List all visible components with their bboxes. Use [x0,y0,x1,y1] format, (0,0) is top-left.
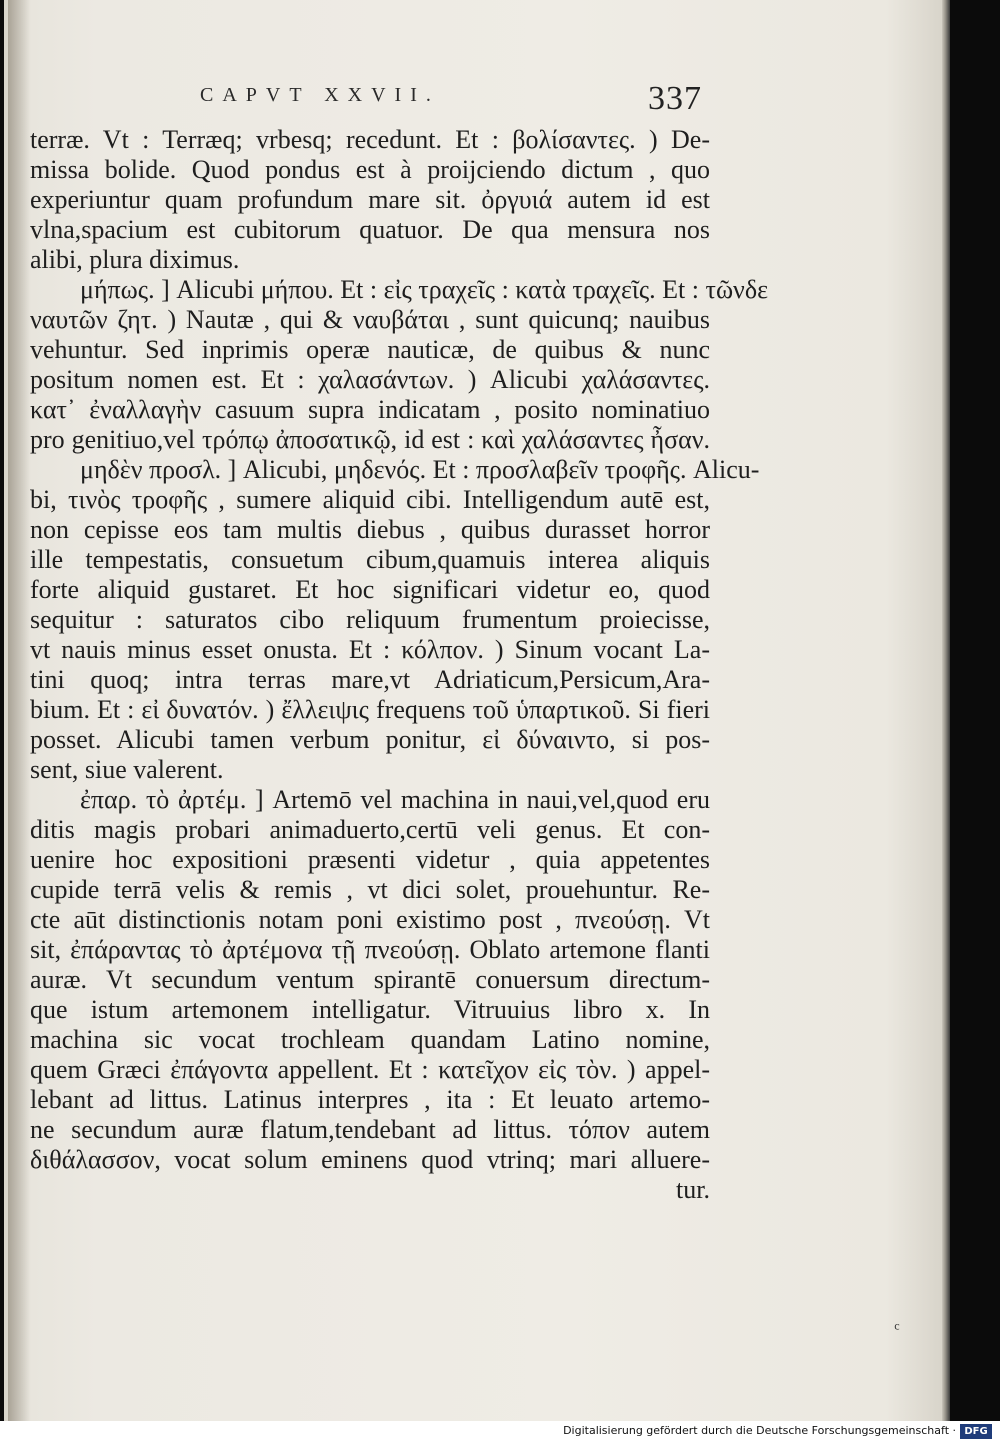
digitization-footer [0,1421,1000,1443]
text-line: uenire hoc expositioni præsenti videtur , quia appetentes [30,845,710,874]
running-head: CAPVT XXVII. [200,84,440,106]
text-line: quem Græci ἐπάγοντα appellent. Et : κατεῖχον εἰς τὸν. ) appel- [30,1055,710,1084]
binding-shadow [8,0,30,1421]
text-line: experiuntur quam profundum mare sit. ὀργυιά autem id est [30,185,710,214]
text-line: ναυτῶν ζητ. ) Nautæ , qui & ναυβάται , sunt quicunq; nauibus [30,305,710,334]
text-line: bi, τινὸς τροφῆς , sumere aliquid cibi. Intelligendum autē est, [30,485,710,514]
text-line: non cepisse eos tam multis diebus , quibus durasset horror [30,515,710,544]
text-line: ille tempestatis, consuetum cibum,quamuis interea aliquis [30,545,710,574]
text-line: que istum artemonem intelligatur. Vitruuius libro x. In [30,995,710,1024]
text-line: cupide terrā velis & remis , vt dici solet, prouehuntur. Re- [30,875,710,904]
text-line: posset. Alicubi tamen verbum ponitur, εἰ δύναιντο, si pos- [30,725,710,754]
text-line: cte aūt distinctionis notam poni existimo post , πνεούσῃ. Vt [30,905,710,934]
text-line: vt nauis minus esset onusta. Et : κόλπον. ) Sinum vocant La- [30,635,710,664]
text-line: μήπως. ] Alicubi μήπου. Et : εἰς τραχεῖς : κατὰ τραχεῖς. Et : τῶνδε [80,275,768,304]
text-line: positum nomen est. Et : χαλασάντων. ) Alicubi χαλάσαντες. [30,365,710,394]
text-line: alibi, plura diximus. [30,245,240,274]
footer-credit: Digitalisierung gefördert durch die Deutsche Forschungsgemeinschaft · [563,1424,956,1437]
text-line: κατ᾽ ἐναλλαγὴν casuum supra indicatam , posito nominatiuo [30,395,710,424]
text-line: lebant ad littus. Latinus interpres , ita : Et leuato artemo- [30,1085,710,1114]
text-line: bium. Et : εἰ δυνατόν. ) ἔλλειψις frequens τοῦ ὑπαρτικοῦ. Si fieri [30,695,710,724]
text-line: vehuntur. Sed inprimis operæ nauticæ, de quibus & nunc [30,335,710,364]
text-line: terræ. Vt : Terræq; vrbesq; recedunt. Et : βολίσαντες. ) De- [30,125,710,154]
text-line: ditis magis probari animaduerto,certū veli genus. Et con- [30,815,710,844]
text-line: tini quoq; intra terras mare,vt Adriaticum,Persicum,Ara- [30,665,710,694]
text-line: ne secundum auræ flatum,tendebant ad littus. τόπον autem [30,1115,710,1144]
text-line: ἐπαρ. τὸ ἀρτέμ. ] Artemō vel machina in naui,vel,quod eru [80,785,710,814]
dfg-logo: DFG [960,1424,992,1439]
text-body [30,125,768,1205]
text-line: διθάλασσον, vocat solum eminens quod vtrinq; mari alluere- [30,1145,710,1174]
page-number: 337 [648,80,702,117]
text-line: sit, ἐπάραντας τὸ ἀρτέμονα τῇ πνεούσῃ. Oblato artemone flanti [30,935,710,964]
text-line: sent, siue valerent. [30,755,224,784]
page-edge [942,0,950,1421]
text-line: forte aliquid gustaret. Et hoc significari videtur eo, quod [30,575,710,604]
text-line: missa bolide. Quod pondus est à proijciendo dictum , quo [30,155,710,184]
text-line: auræ. Vt secundum ventum spirantē conuersum directum- [30,965,710,994]
text-line: pro genitiuo,vel τρόπῳ ἀποσατικῷ, id est : καὶ χαλάσαντες ἦσαν. [30,425,710,454]
text-line: sequitur : saturatos cibo reliquum frumentum proiecisse, [30,605,710,634]
text-line: vlna,spacium est cubitorum quatuor. De qua mensura nos [30,215,710,244]
text-line: μηδὲν προσλ. ] Alicubi, μηδενός. Et : προσλαβεῖν τροφῆς. Alicu- [80,455,760,484]
text-line: machina sic vocat trochleam quandam Latino nomine, [30,1025,710,1054]
catchword: tur. [676,1175,710,1204]
